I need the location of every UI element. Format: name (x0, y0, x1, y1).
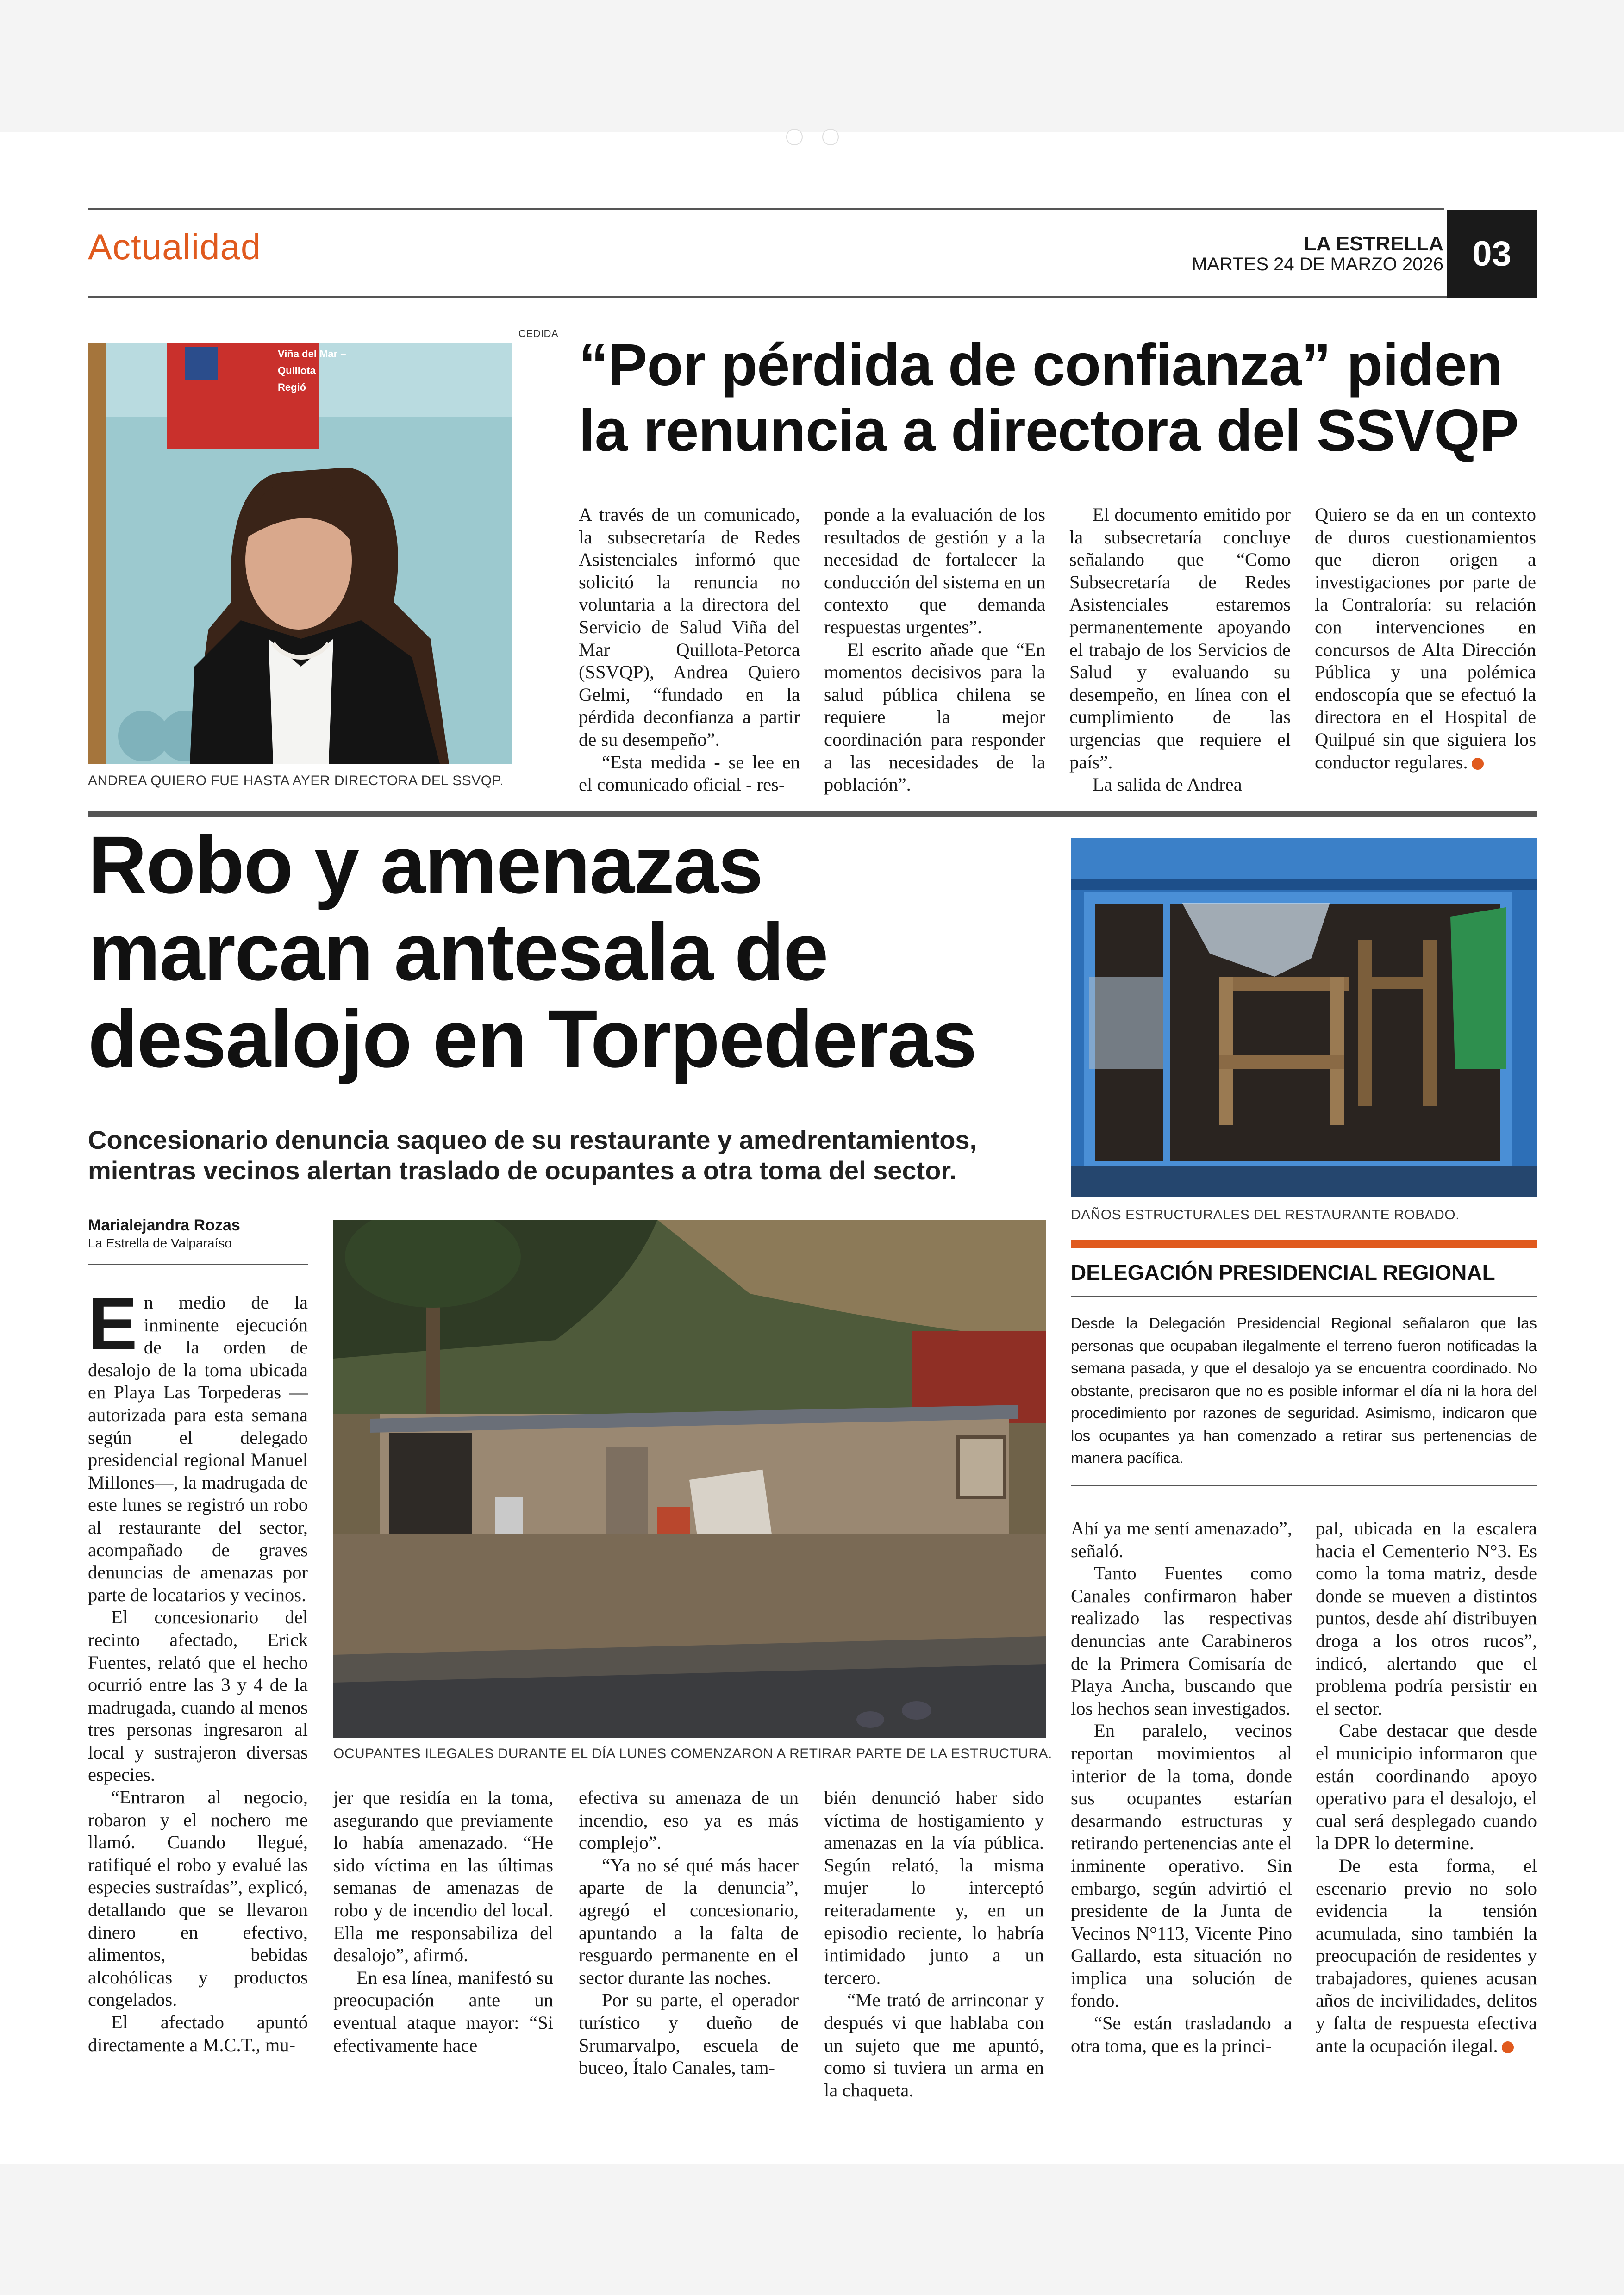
story2-headline: Robo y amenazas marcan antesala de desalojo en Torpederas (88, 820, 976, 1085)
author: Marialejandra Rozas (88, 1216, 240, 1234)
byline-rule (88, 1264, 308, 1265)
restaurant-photo-caption: DAÑOS ESTRUCTURALES DEL RESTAURANTE ROBADO. (1071, 1207, 1460, 1222)
issue-date: MARTES 24 DE MARZO 2026 (1192, 254, 1443, 274)
story2-column-2: jer que residía en la toma, asegurando que previamente lo había amenazado. “He sido víctima en las últimas semanas de amenazas de robo y de incendio del local. Ella me responsabiliza del desalojo”, afirmó. En esa línea, manifestó su preocupación ante un eventual ataque mayor: “Si efectivamente hace (333, 1787, 553, 2056)
story2-column-4: bién denunció haber sido víctima de hostigamiento y amenazas en la vía pública. Según relató, la misma mujer lo interceptó reiteradamente y, en un episodio reciente, lo habría intimidado junto a un tercero. “Me trató de arrinconar y después vi que hablaba con un sujeto que me apuntó, como si tuviera un arma en la chaqueta. (824, 1787, 1044, 2101)
director-photo-caption: ANDREA QUIERO FUE HASTA AYER DIRECTORA DEL SSVQP. (88, 773, 504, 788)
sidebar-text: Desde la Delegación Presidencial Regional señalaron que las personas que ocupaban ilegalmente el terreno fueron notificadas la semana pasada, y que el desalojo ya se encuentra coordinado. No obstante, precisaron que no es posible informar el día ni la hora del procedimiento por razones de seguridad. Asimismo, indicaron que los ocupantes ya han comenzado a retirar sus pertenencias de manera pacífica. (1071, 1315, 1537, 1466)
end-mark-icon (1502, 2041, 1514, 2053)
photo-credit: CEDIDA (518, 328, 559, 339)
story2-subhead: Concesionario denuncia saqueo de su restaurante y amedrentamientos, mientras vecinos alertan traslado de ocupantes a otra toma del sector. (88, 1125, 977, 1185)
dropcap: E (88, 1282, 137, 1365)
toma-photo-caption: OCUPANTES ILEGALES DURANTE EL DÍA LUNES COMENZARON A RETIRAR PARTE DE LA ESTRUCTURA. (333, 1746, 1052, 1761)
binding-hole-icon (786, 129, 803, 145)
story2-column-3: efectiva su amenaza de un incendio, eso ya es más complejo”. “Ya no sé qué más hacer aparte de la denuncia”, agregó el concesionario, apuntando a la falta de resguardo permanente en el sector durante las noches. Por su parte, el operador turístico y dueño de Srumarvalpo, escuela de buceo, Ítalo Canales, tam- (579, 1787, 799, 2078)
toma-photo (333, 1220, 1046, 1738)
outlet: La Estrella de Valparaíso (88, 1236, 232, 1250)
story1-column-2: ponde a la evaluación de los resultados de gestión y a la necesidad de fortalecer la conducción del sistema en un contexto que demanda respuestas urgentes”. El escrito añade que “En momentos decisivos para la salud pública chilena se requiere la mejor coordinación para responder a las necesidades de la población”. (824, 504, 1045, 795)
story2-column-1: En medio de la inminente ejecución de la orden de desalojo de la toma ubicada en Playa Las Torpederas —autorizada para esta semana según el delegado presidencial regional Manuel Millones—, la madrugada de este lunes se registró un robo al restaurante del sector, acompañado de graves denuncias de amenazas por parte de locatarios y vecinos. El concesionario del recinto afectado, Erick Fuentes, relató que el hecho ocurrió entre las 3 y 4 de la madrugada, cuando al menos tres personas ingresaron al local y sustrajeron diversas especies. “Entraron al negocio, robaron y el nochero me llamó. Cuando llegué, ratifiqué el robo y evalué las especies sustraídas”, explicó, detallando que se llevaron dinero en efectivo, alimentos, bebidas alcohólicas y productos congelados. El afectado apuntó directamente a M.C.T., mu- (88, 1282, 308, 2055)
restaurant-photo (1071, 838, 1537, 1197)
end-mark-icon (1472, 758, 1484, 770)
binding-hole-icon (822, 129, 839, 145)
story1-headline (579, 332, 1518, 464)
svg-text:Quillota: Quillota (278, 365, 316, 376)
story1-column-4: Quiero se da en un contexto de duros cuestionamientos que dieron origen a investigaciones por parte de la Contraloría: su relación con intervenciones en concursos de Alta Dirección Pública y una polémica endoscopía que se efectuó la directora en el Hospital de Quilpué sin que siguiera los conductor regulares. (1315, 504, 1536, 773)
story2-column-5: Ahí ya me sentí amenazado”, señaló. Tanto Fuentes como Canales confirmaron haber realizado las respectivas denuncias ante Carabineros de la Primera Comisaría de Playa Ancha, buscando que los hechos sean investigados. En paralelo, vecinos reportan movimientos al interior de la toma, donde sus ocupantes estarían desarmando estructuras y retirando pertenencias ante el inminente operativo. Sin embargo, según advirtió el presidente de la Junta de Vecinos N°113, Vicente Pino Gallardo, esta situación no implica una solución de fondo. “Se están trasladando a otra toma, que es la princi- (1071, 1518, 1292, 2056)
story1-headline-line2: la renuncia a directora del SSVQP (579, 398, 1518, 464)
svg-text:Regió: Regió (278, 381, 306, 393)
paper-name: LA ESTRELLA (1304, 232, 1443, 255)
sidebar-accent-bar (1071, 1240, 1537, 1248)
story1-headline-line1: “Por pérdida de confianza” piden (579, 332, 1502, 398)
header-top-rule (88, 208, 1444, 210)
director-photo (88, 343, 512, 764)
section-title: Actualidad (88, 226, 262, 267)
header-bottom-rule (88, 296, 1447, 298)
sidebar-rule (1071, 1296, 1537, 1297)
sidebar-title: DELEGACIÓN PRESIDENCIAL REGIONAL (1071, 1260, 1495, 1285)
sidebar-bottom-rule (1071, 1485, 1537, 1486)
masthead (1192, 234, 1443, 274)
story1-column-1: A través de un comunicado, la subsecretaría de Redes Asistenciales informó que solicitó la renuncia no voluntaria a la directora del Servicio de Salud Viña del Mar Quillota-Petorca (SSVQP), Andrea Quiero Gelmi, “fundado en la pérdida deconfianza a partir de su desempeño”. “Esta medida - se lee en el comunicado oficial - res- (579, 504, 800, 795)
story1-column-3: El documento emitido por la subsecretaría concluye señalando que “Como Subsecretaría de Redes Asistenciales estaremos permanentemente apoyando el trabajo de los Servicios de Salud y evaluando su desempeño, en línea con el cumplimiento de las urgencias que requiere el país”. La salida de Andrea (1069, 504, 1291, 795)
page-number: 03 (1447, 210, 1537, 298)
story-divider (88, 811, 1537, 817)
story2-column-6: pal, ubicada en la escalera hacia el Cementerio N°3. Es como la toma matriz, desde donde se mueven a distintos puntos, desde ahí distribuyen droga a los otros rucos”, indicó, alertando que el problema podría persistir en el sector. Cabe destacar que desde el municipio informaron que están coordinando apoyo operativo para el desalojo, el cual será desplegado cuando la DPR lo determine. De esta forma, el escenario previo no solo evidencia la tensión acumulada, sino también la preocupación de residentes y trabajadores, quienes acusan años de incivilidades, delitos y falta de respuesta efectiva ante la ocupación ilegal. (1316, 1518, 1537, 2056)
svg-text:Viña del Mar –: Viña del Mar – (278, 348, 346, 360)
